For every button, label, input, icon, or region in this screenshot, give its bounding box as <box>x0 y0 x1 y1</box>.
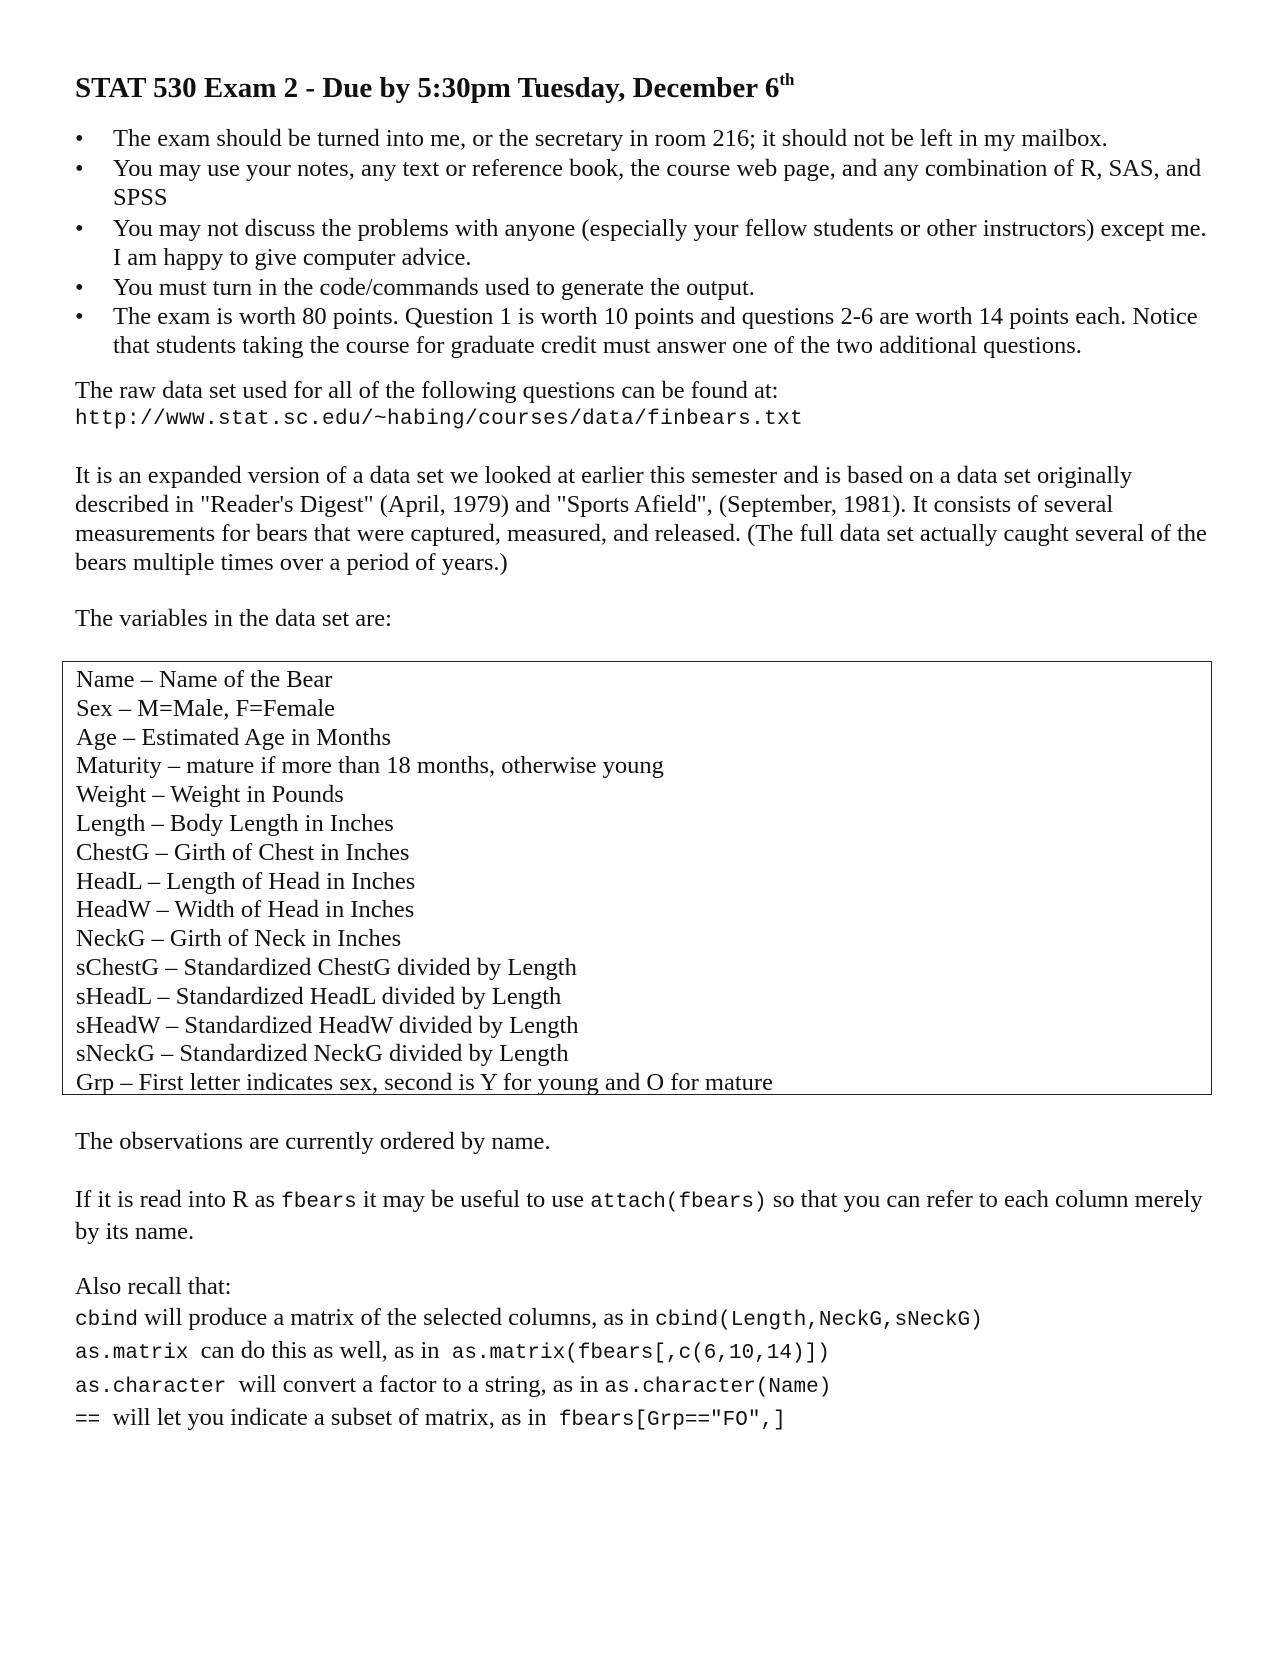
rule-item <box>75 302 1215 360</box>
rule-item <box>75 214 1215 272</box>
rule-text: The exam should be turned into me, or the secretary in room 216; it should not be left in my mailbox. <box>113 125 1108 152</box>
variable-item: Name – Name of the Bear <box>76 666 333 693</box>
recall-example: cbind(Length,NeckG,sNeckG) <box>655 1308 983 1332</box>
bullet-icon: • <box>75 303 84 330</box>
recall-line <box>75 1403 1215 1437</box>
variable-item: Length – Body Length in Inches <box>76 809 394 837</box>
variable-item: HeadW – Width of Head in Inches <box>76 896 415 924</box>
recall-line <box>75 1303 1215 1337</box>
attach-code: fbears <box>281 1191 357 1214</box>
exam-title <box>75 70 795 106</box>
bullet-icon: • <box>75 274 84 301</box>
variable-item: Weight – Weight in Pounds <box>76 781 344 809</box>
recall-text: will let you indicate a subset of matrix, as in <box>100 1404 559 1431</box>
attach-text: If it is read into R as <box>75 1186 282 1213</box>
dataset-description: It is an expanded version of a data set we looked at earlier this semester and is based on a data set originally described in "Reader's Digest" (April, 1979) and "Sports Afield", (September, 1981). It consists of several measurements for bears that were captured, measured, and released. (The full data set actually caught several of the bears multiple times over a period of years.) <box>75 462 1207 576</box>
recall-code: cbind <box>75 1308 139 1332</box>
variable-item: NeckG – Girth of Neck in Inches <box>76 925 402 953</box>
recall-example: as.matrix(fbears[,c(6,10,14)]) <box>451 1342 830 1365</box>
recall-code: as.matrix <box>75 1342 189 1365</box>
variable-item: Sex – M=Male, F=Female <box>76 694 335 722</box>
recall-line <box>75 1370 1215 1404</box>
raw-data-paragraph <box>75 376 1215 434</box>
exam-title-superscript: th <box>779 70 795 89</box>
variable-item: HeadL – Length of Head in Inches <box>76 867 416 895</box>
recall-section <box>75 1272 1215 1437</box>
variable-item: Grp – First letter indicates sex, second is Y for young and O for mature <box>76 1069 773 1097</box>
attach-text: so that you can refer to each column merely by its name. <box>75 1186 1203 1245</box>
variables-box <box>62 661 1212 1095</box>
attach-text: it may be useful to use <box>356 1186 591 1213</box>
bullet-icon: • <box>75 215 84 242</box>
bullet-icon: • <box>75 125 84 152</box>
variables-intro: The variables in the data set are: <box>75 605 392 632</box>
variable-item: ChestG – Girth of Chest in Inches <box>76 838 410 866</box>
variable-item: sHeadW – Standardized HeadW divided by Length <box>76 1011 579 1039</box>
recall-code: == <box>75 1409 101 1432</box>
rule-item <box>75 154 1215 212</box>
rule-text: You must turn in the code/commands used to generate the output. <box>113 274 755 301</box>
data-url: http://www.stat.sc.edu/~habing/courses/data/finbears.txt <box>75 408 804 431</box>
exam-title-text: STAT 530 Exam 2 - Due by 5:30pm Tuesday, December 6 <box>75 72 780 104</box>
recall-text: will produce a matrix of the selected columns, as in <box>138 1303 656 1331</box>
attach-note <box>75 1185 1215 1246</box>
order-note: The observations are currently ordered by name. <box>75 1128 551 1155</box>
rule-text: The exam is worth 80 points. Question 1 is worth 10 points and questions 2-6 are worth 14 points each. Notice that students taking the course for graduate credit must answer one of the two additional questions. <box>113 303 1198 359</box>
recall-code: as.character <box>75 1375 227 1399</box>
exam-rules-list <box>75 124 1215 360</box>
variable-item: Maturity – mature if more than 18 months, otherwise young <box>76 752 664 780</box>
variable-item: Age – Estimated Age in Months <box>76 723 392 751</box>
variable-item: sNeckG – Standardized NeckG divided by Length <box>76 1040 569 1068</box>
recall-text: can do this as well, as in <box>188 1337 452 1364</box>
attach-code: attach(fbears) <box>590 1191 767 1214</box>
rule-item <box>75 124 1215 153</box>
variable-item: sHeadL – Standardized HeadL divided by Length <box>76 982 562 1010</box>
raw-data-intro: The raw data set used for all of the following questions can be found at: <box>75 377 779 404</box>
recall-text: will convert a factor to a string, as in <box>226 1370 605 1398</box>
recall-line <box>75 1336 1215 1370</box>
rule-item <box>75 273 1215 302</box>
recall-heading: Also recall that: <box>75 1273 232 1300</box>
rule-text: You may use your notes, any text or reference book, the course web page, and any combination of R, SAS, and SPSS <box>113 155 1202 211</box>
bullet-icon: • <box>75 155 84 182</box>
rule-text: You may not discuss the problems with anyone (especially your fellow students or other instructors) except me. I am happy to give computer advice. <box>113 215 1207 271</box>
recall-example: as.character(Name) <box>604 1375 832 1399</box>
variable-item: sChestG – Standardized ChestG divided by Length <box>76 953 577 981</box>
recall-example: fbears[Grp=="FO",] <box>558 1409 786 1432</box>
